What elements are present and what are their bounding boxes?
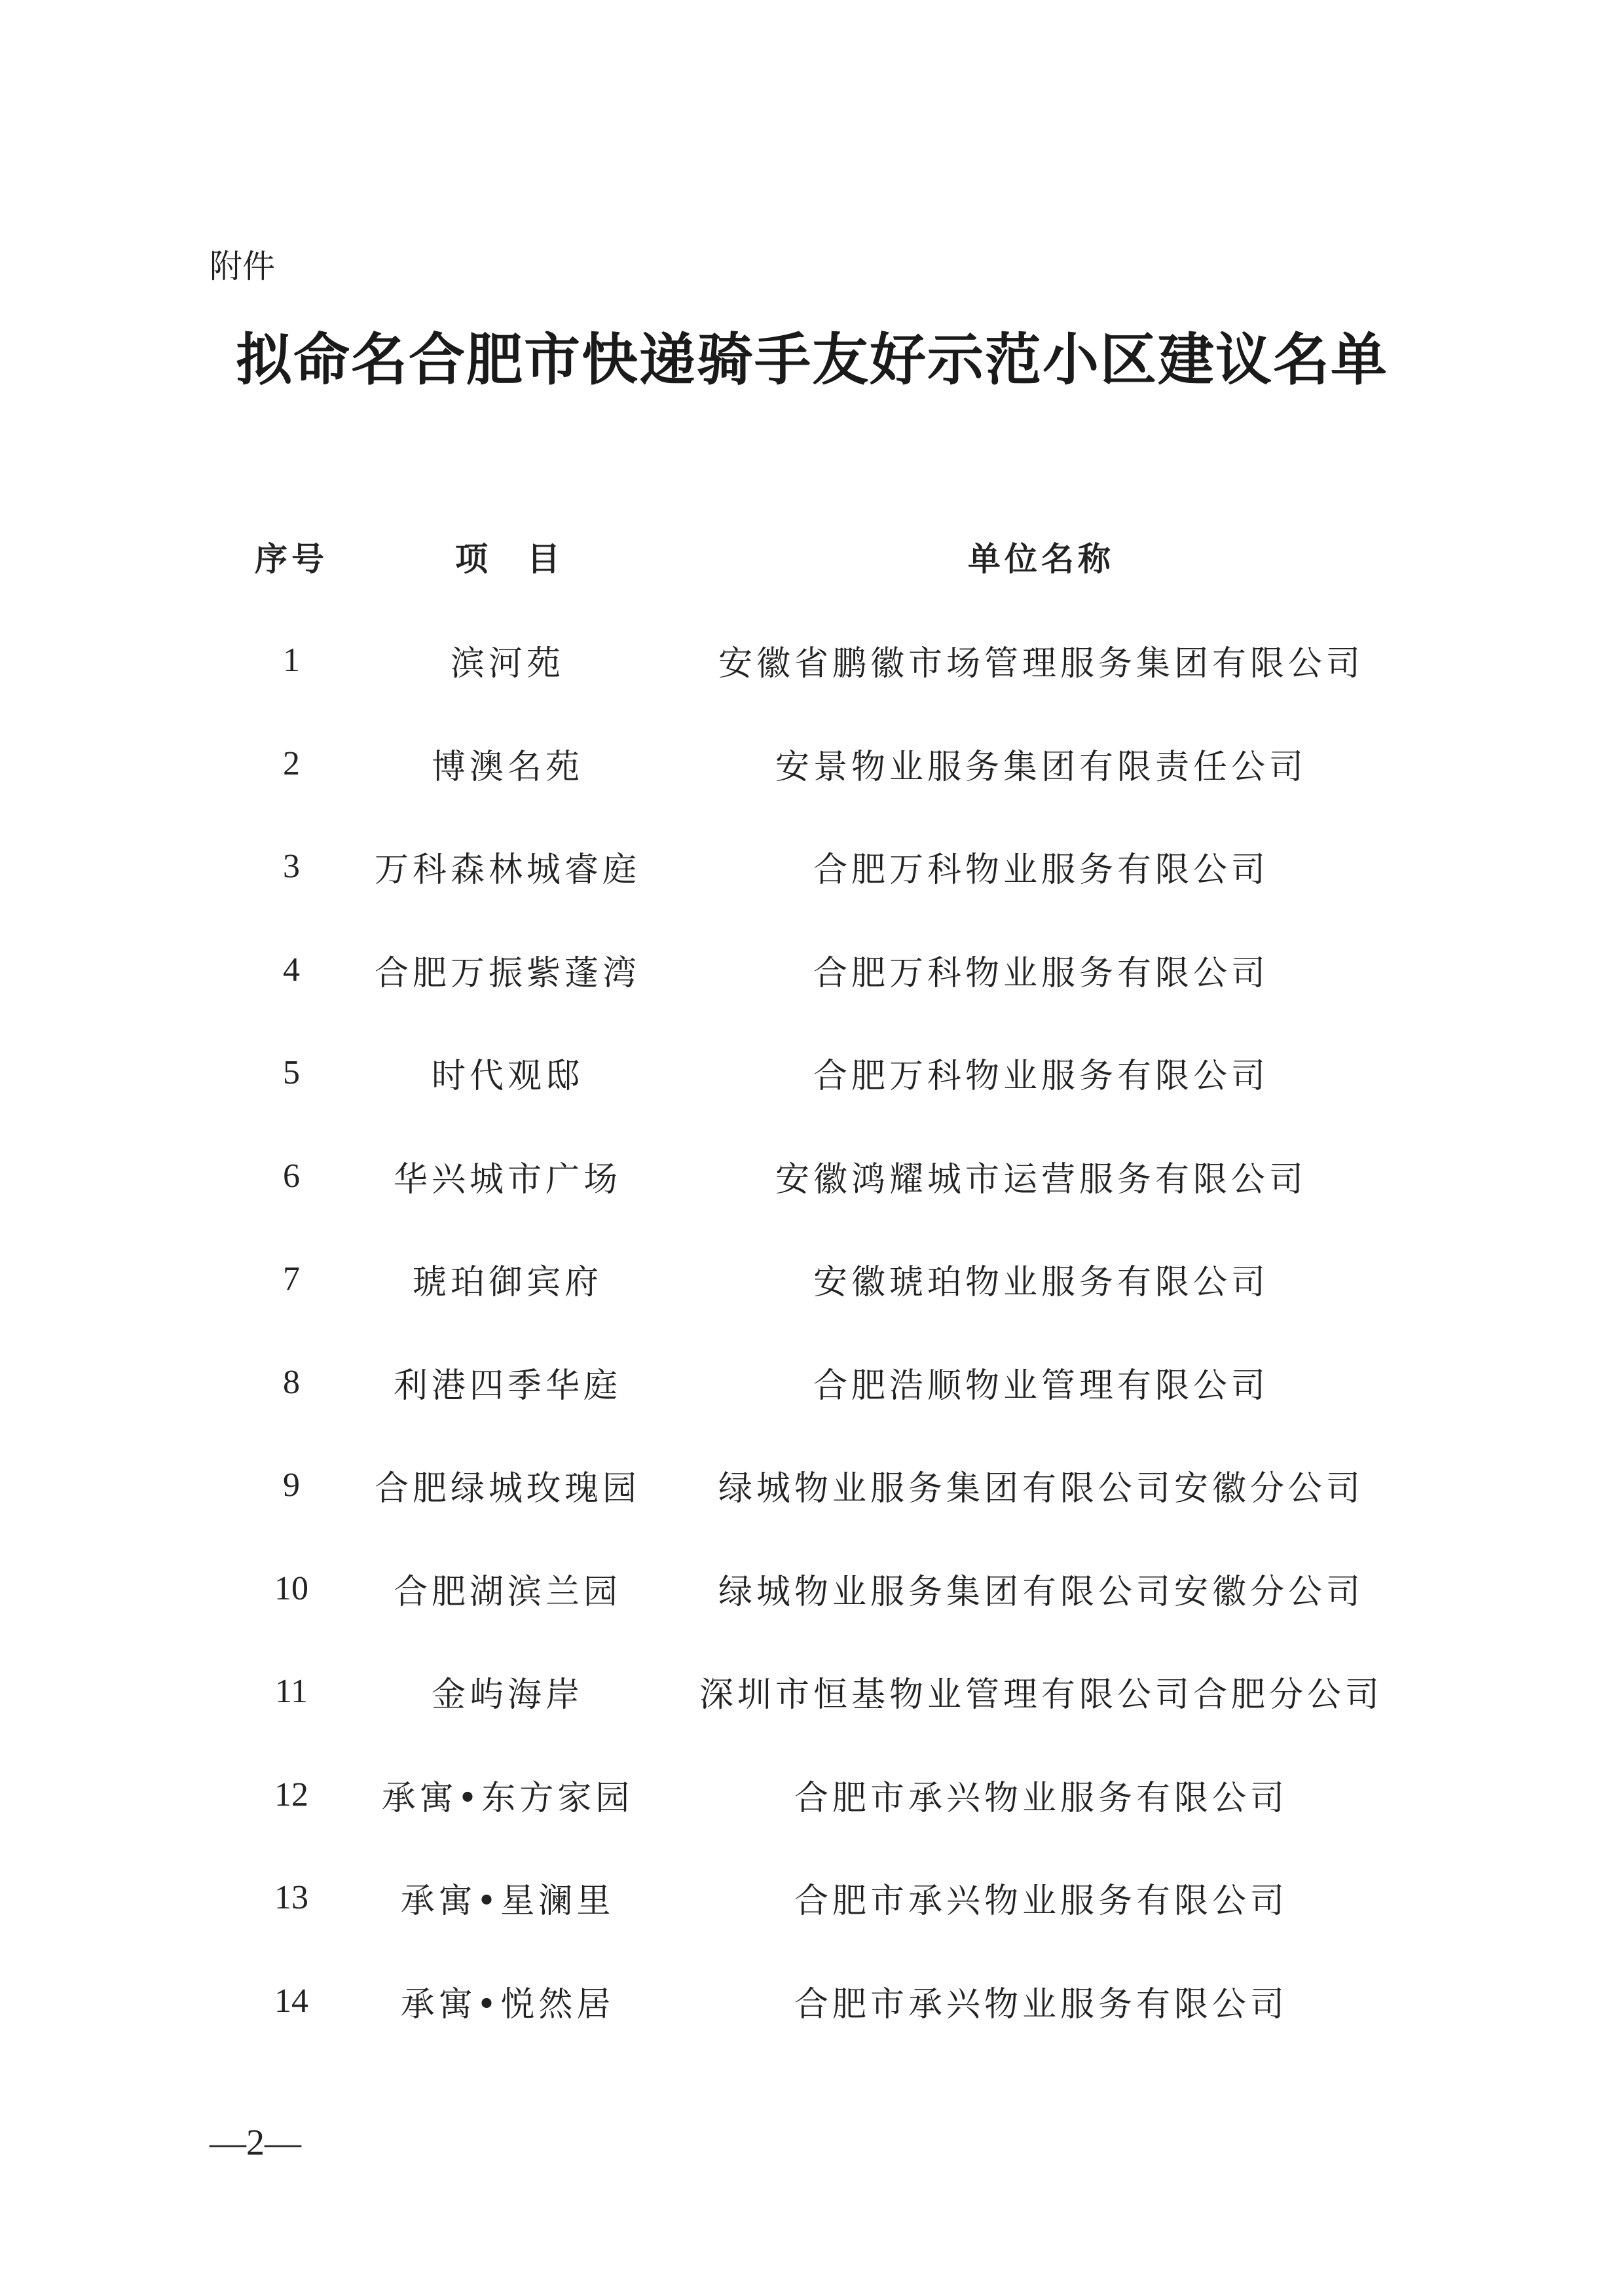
row-project-name: 合肥绿城玫瑰园 [374, 1469, 640, 1509]
table-row [0, 1743, 1624, 1847]
row-unit-name: 绿城物业服务集团有限公司安徽分公司 [718, 1469, 1364, 1509]
row-project-name: 万科森林城睿庭 [374, 850, 640, 890]
row-serial-number: 4 [283, 951, 300, 989]
row-project-name: 华兴城市广场 [393, 1159, 621, 1199]
table-body [0, 609, 1624, 2052]
table-row [0, 1021, 1624, 1125]
row-serial-number: 6 [283, 1157, 300, 1195]
table-row [0, 1537, 1624, 1641]
row-project-name: 承寓•东方家园 [381, 1778, 634, 1818]
row-unit-name: 合肥浩顺物业管理有限公司 [813, 1366, 1269, 1406]
row-project-name: 博澳名苑 [431, 747, 583, 787]
attachment-label: 附件 [210, 247, 275, 285]
row-serial-number: 2 [283, 744, 300, 782]
row-serial-number: 9 [283, 1467, 300, 1504]
table-row [0, 1331, 1624, 1434]
header-unit-name: 单位名称 [968, 540, 1115, 578]
row-unit-name: 合肥市承兴物业服务有限公司 [794, 1984, 1288, 2024]
row-unit-name: 合肥市承兴物业服务有限公司 [794, 1778, 1288, 1818]
table-row [0, 1125, 1624, 1228]
row-serial-number: 7 [283, 1260, 300, 1298]
row-unit-name: 合肥万科物业服务有限公司 [813, 953, 1269, 993]
row-project-name: 金屿海岸 [431, 1675, 583, 1715]
table-row [0, 815, 1624, 919]
table-row [0, 1950, 1624, 2053]
row-serial-number: 12 [274, 1776, 308, 1813]
row-project-name: 时代观邸 [431, 1057, 583, 1097]
row-project-name: 承寓•星澜里 [400, 1882, 615, 1922]
row-project-name: 滨河苑 [450, 644, 564, 684]
table-row [0, 609, 1624, 712]
table-row [0, 1434, 1624, 1537]
row-unit-name: 合肥万科物业服务有限公司 [813, 850, 1269, 890]
table-row [0, 712, 1624, 816]
header-serial-number: 序号 [255, 540, 328, 578]
header-project: 项目 [455, 540, 599, 578]
row-serial-number: 3 [283, 848, 300, 886]
table-row [0, 1846, 1624, 1950]
row-project-name: 合肥万振紫蓬湾 [374, 953, 640, 993]
row-serial-number: 13 [274, 1879, 308, 1917]
row-serial-number: 8 [283, 1363, 300, 1401]
row-project-name: 合肥湖滨兰园 [393, 1572, 621, 1612]
table-header-row [0, 504, 1624, 609]
row-unit-name: 合肥市承兴物业服务有限公司 [794, 1882, 1288, 1922]
page-number: —2— [210, 2123, 301, 2163]
nomination-table [0, 504, 1624, 2052]
row-serial-number: 5 [283, 1054, 300, 1092]
row-project-name: 承寓•悦然居 [400, 1984, 615, 2024]
row-unit-name: 安徽鸿耀城市运营服务有限公司 [775, 1159, 1307, 1199]
document-title: 拟命名合肥市快递骑手友好示范小区建议名单 [236, 327, 1388, 393]
row-unit-name: 绿城物业服务集团有限公司安徽分公司 [718, 1572, 1364, 1612]
row-serial-number: 11 [274, 1673, 308, 1711]
row-unit-name: 合肥万科物业服务有限公司 [813, 1057, 1269, 1097]
row-unit-name: 安景物业服务集团有限责任公司 [775, 747, 1307, 787]
table-row [0, 1228, 1624, 1331]
table-row [0, 1640, 1624, 1743]
row-project-name: 琥珀御宾府 [412, 1263, 602, 1303]
row-serial-number: 14 [274, 1982, 308, 2020]
row-project-name: 利港四季华庭 [393, 1366, 621, 1406]
row-unit-name: 深圳市恒基物业管理有限公司合肥分公司 [699, 1675, 1383, 1715]
row-unit-name: 安徽省鹏徽市场管理服务集团有限公司 [718, 644, 1364, 684]
table-row [0, 919, 1624, 1022]
row-serial-number: 1 [283, 642, 300, 680]
row-serial-number: 10 [274, 1569, 308, 1607]
row-unit-name: 安徽琥珀物业服务有限公司 [813, 1263, 1269, 1303]
